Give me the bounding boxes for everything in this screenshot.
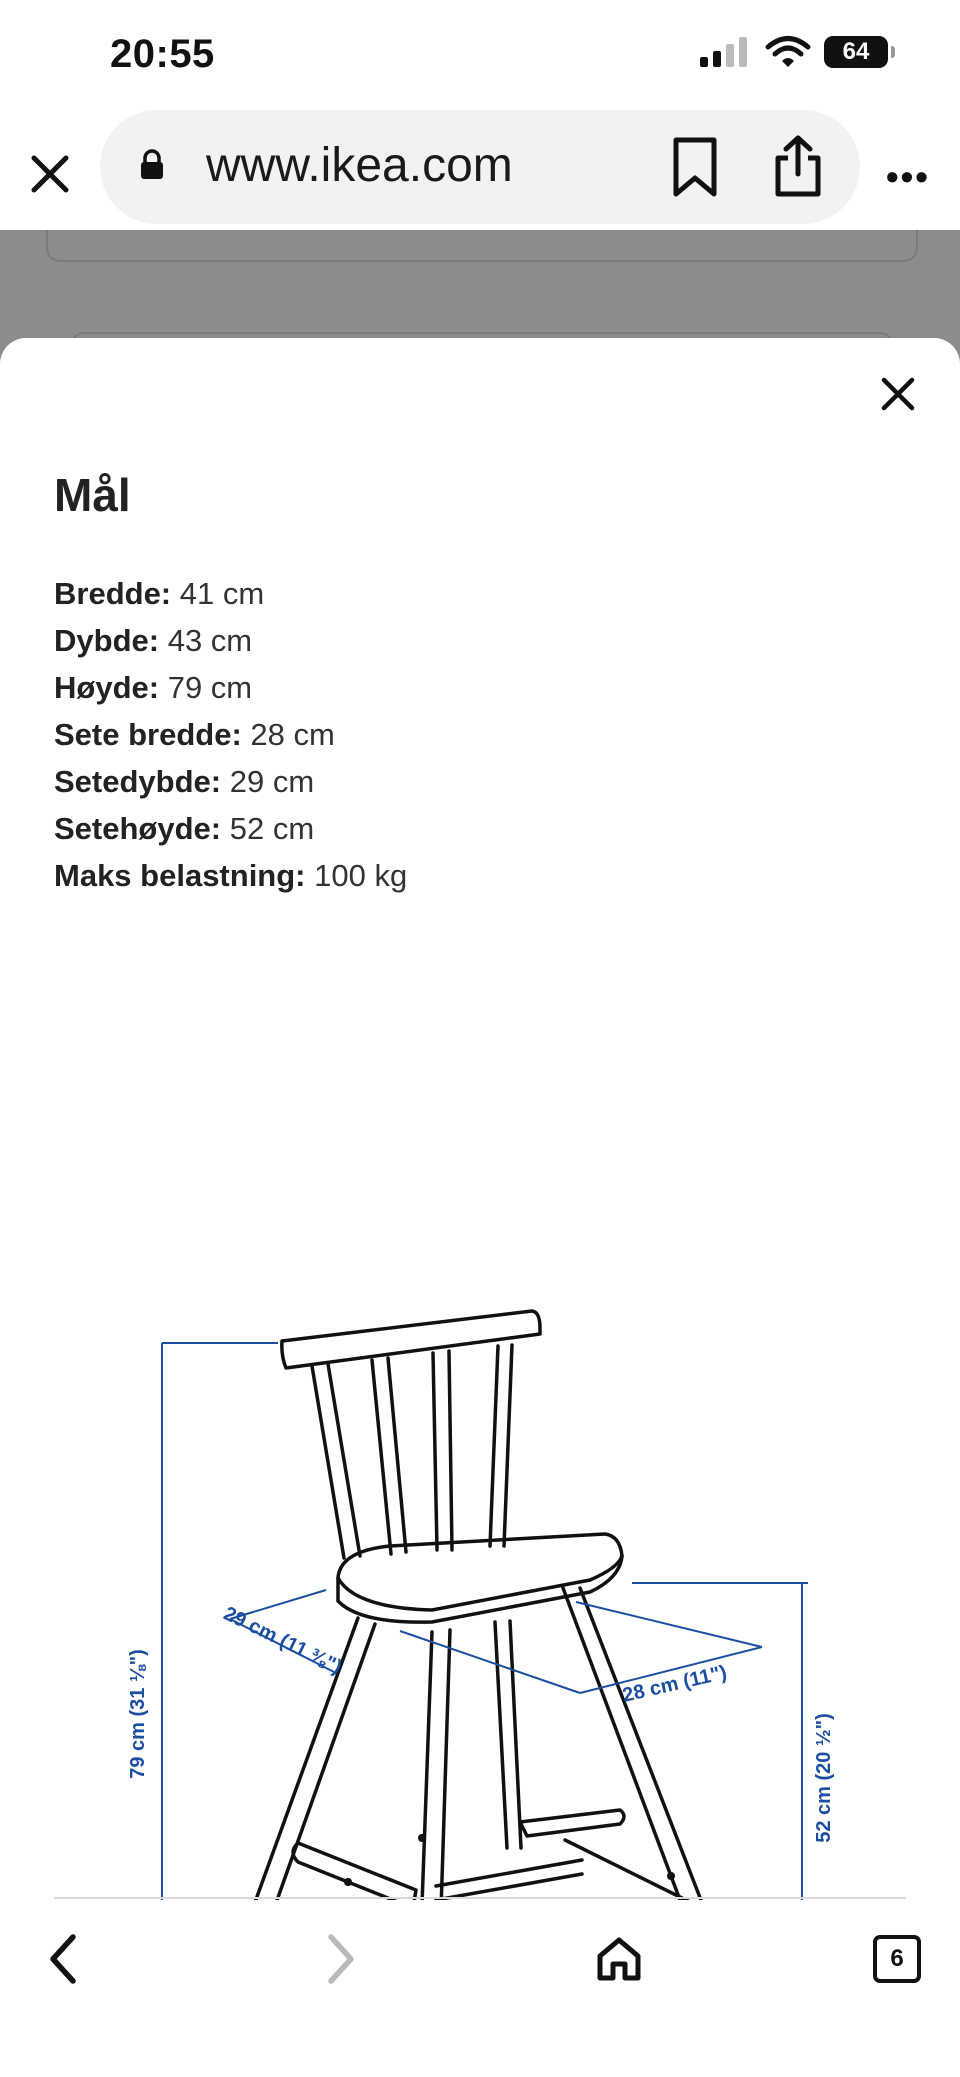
dimension-row	[54, 805, 407, 852]
chevron-right-icon	[321, 1931, 361, 1987]
sheet-title: Mål	[54, 469, 131, 521]
close-icon[interactable]	[872, 368, 924, 420]
address-bar[interactable]	[100, 110, 860, 224]
dimension-label: Dybde:	[54, 623, 160, 658]
home-button[interactable]	[584, 1924, 654, 1994]
dimension-value: 79 cm	[167, 670, 253, 705]
seat-depth-label: 29 cm (11 ⅜")	[220, 1602, 346, 1679]
divider	[54, 1897, 906, 1899]
dimension-label: Maks belastning:	[54, 858, 306, 893]
dimension-value: 52 cm	[229, 811, 315, 846]
back-button[interactable]	[28, 1924, 98, 1994]
dimension-value: 28 cm	[250, 717, 335, 752]
tabs-button[interactable]	[862, 1924, 932, 1994]
tab-count: 6	[873, 1935, 921, 1983]
dimension-label: Høyde:	[54, 670, 160, 705]
dimension-row	[54, 758, 407, 805]
close-icon[interactable]	[22, 146, 78, 202]
dimension-value: 41 cm	[179, 576, 265, 611]
lock-icon	[140, 150, 164, 180]
dimension-row	[54, 570, 407, 617]
url-text: www.ikea.com	[206, 139, 513, 192]
dimension-row	[54, 852, 407, 899]
seat-width-label: 28 cm (11")	[620, 1661, 729, 1707]
wifi-icon	[766, 36, 810, 68]
bookmark-icon[interactable]	[670, 136, 720, 198]
status-icons	[700, 36, 888, 68]
dimension-label: Bredde:	[54, 576, 172, 611]
dimension-value: 100 kg	[314, 858, 408, 893]
cellular-signal-icon	[700, 37, 752, 67]
seat-height-label: 52 cm (20 ½")	[813, 1713, 835, 1843]
height-label: 79 cm (31 ⅛")	[127, 1649, 149, 1779]
status-bar	[0, 0, 960, 110]
battery-indicator: 64	[824, 36, 888, 68]
forward-button[interactable]	[306, 1924, 376, 1994]
background-card	[46, 230, 918, 262]
home-icon	[594, 1934, 644, 1984]
dimensions-list	[54, 570, 407, 899]
dimension-label: Setedybde:	[54, 764, 222, 799]
chair-dimension-drawing	[100, 956, 900, 1843]
dimension-value: 29 cm	[229, 764, 315, 799]
more-options-icon[interactable]: •••	[886, 156, 930, 197]
dimensions-sheet	[0, 338, 960, 2077]
dimension-row	[54, 664, 407, 711]
dimension-label: Setehøyde:	[54, 811, 222, 846]
dimension-value: 43 cm	[167, 623, 253, 658]
dimension-row	[54, 711, 407, 758]
dimension-row	[54, 617, 407, 664]
chevron-left-icon	[43, 1931, 83, 1987]
status-time: 20:55	[110, 32, 215, 76]
browser-toolbar	[0, 110, 960, 230]
dimension-label: Sete bredde:	[54, 717, 242, 752]
browser-nav-bar	[0, 1900, 960, 2077]
share-icon[interactable]	[772, 134, 824, 198]
